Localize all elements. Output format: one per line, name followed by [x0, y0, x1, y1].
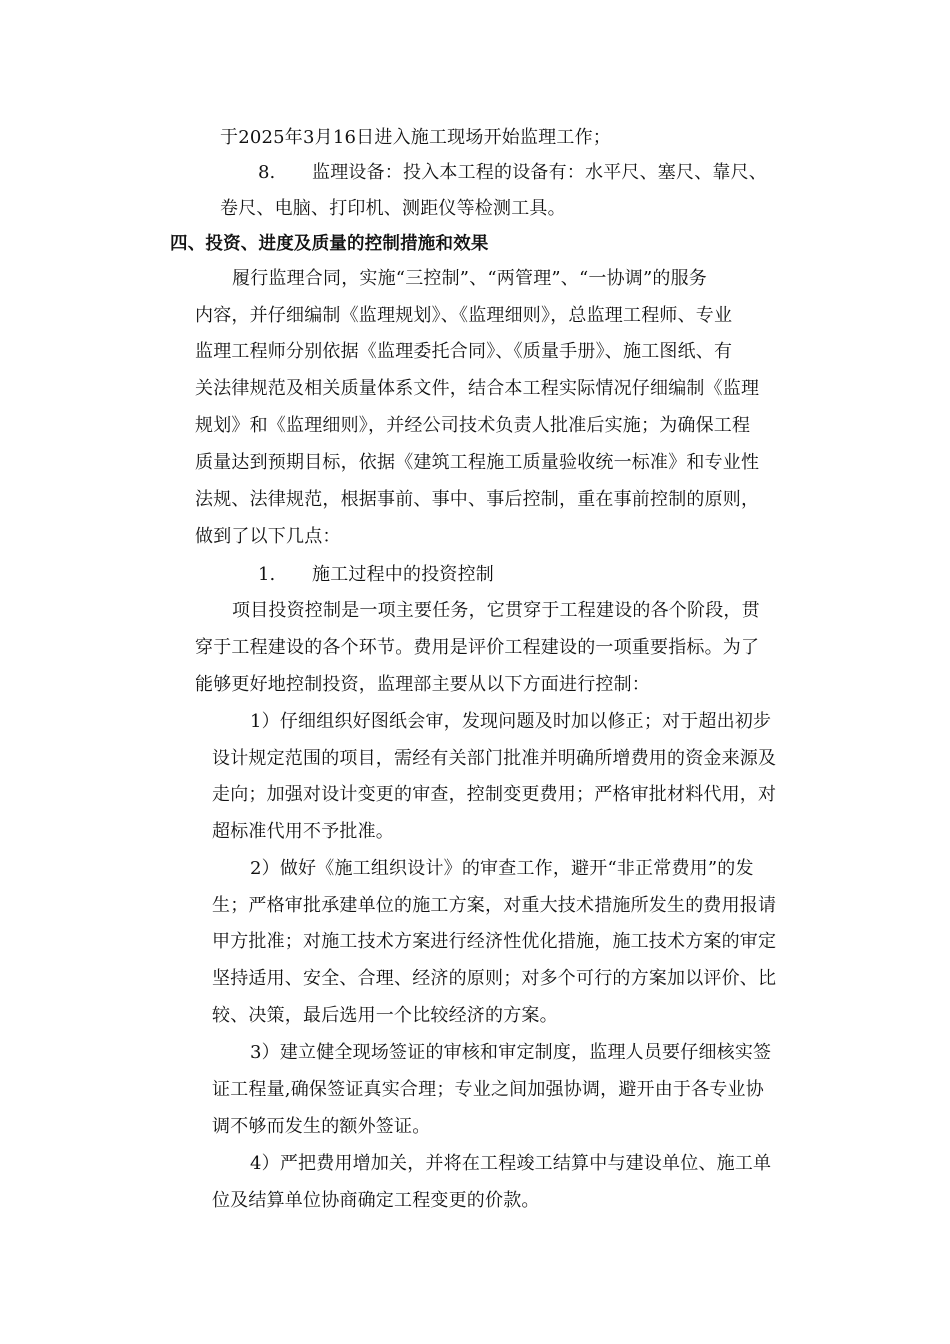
- paragraph-line: 较、决策，最后选用一个比较经济的方案。: [212, 1005, 558, 1026]
- paragraph-line: 走向；加强对设计变更的审查，控制变更费用；严格审批材料代用，对: [212, 784, 777, 805]
- list-item-text: 监理设备：投入本工程的设备有：水平尺、塞尺、靠尺、: [312, 162, 767, 183]
- paragraph-line: 甲方批准；对施工技术方案进行经济性优化措施，施工技术方案的审定: [212, 931, 777, 952]
- section-heading: 四、投资、进度及质量的控制措施和效果: [170, 234, 489, 254]
- list-item-continuation: 卷尺、电脑、打印机、测距仪等检测工具。: [220, 198, 566, 219]
- paragraph-line: 规划》和《监理细则》，并经公司技术负责人批准后实施；为确保工程: [195, 415, 751, 436]
- paragraph-line: 项目投资控制是一项主要任务，它贯穿于工程建设的各个阶段，贯: [232, 600, 760, 621]
- paragraph-line: 于2025年3月16日进入施工现场开始监理工作；: [220, 127, 611, 148]
- paragraph-line: 履行监理合同，实施“三控制”、“两管理”、“一协调”的服务: [232, 268, 708, 289]
- paragraph-line: 生；严格审批承建单位的施工方案，对重大技术措施所发生的费用报请: [212, 895, 777, 916]
- paragraph-line: 法规、法律规范，根据事前、事中、事后控制，重在事前控制的原则，: [195, 489, 760, 510]
- paragraph-line: 设计规定范围的项目，需经有关部门批准并明确所增费用的资金来源及: [212, 748, 777, 769]
- paragraph-line: 证工程量,确保签证真实合理；专业之间加强协调，避开由于各专业协: [212, 1079, 764, 1100]
- paragraph-line: 3）建立健全现场签证的审核和审定制度，监理人员要仔细核实签: [250, 1042, 772, 1063]
- paragraph-line: 调不够而发生的额外签证。: [212, 1116, 431, 1137]
- list-number: 1.: [258, 564, 276, 585]
- paragraph-line: 2）做好《施工组织设计》的审查工作，避开“非正常费用”的发: [250, 858, 754, 879]
- paragraph-line: 位及结算单位协商确定工程变更的价款。: [212, 1190, 540, 1211]
- paragraph-line: 关法律规范及相关质量体系文件，结合本工程实际情况仔细编制《监理: [195, 378, 760, 399]
- paragraph-line: 内容，并仔细编制《监理规划》、《监理细则》，总监理工程师、专业: [195, 305, 733, 326]
- paragraph-line: 穿于工程建设的各个环节。费用是评价工程建设的一项重要指标。为了: [195, 637, 760, 658]
- paragraph-line: 质量达到预期目标，依据《建筑工程施工质量验收统一标准》和专业性: [195, 452, 760, 473]
- paragraph-line: 4）严把费用增加关，并将在工程竣工结算中与建设单位、施工单: [250, 1153, 772, 1174]
- paragraph-line: 超标准代用不予批准。: [212, 821, 394, 842]
- paragraph-line: 坚持适用、安全、合理、经济的原则；对多个可行的方案加以评价、比: [212, 968, 777, 989]
- paragraph-line: 监理工程师分别依据《监理委托合同》、《质量手册》、施工图纸、有: [195, 341, 733, 362]
- paragraph-line: 做到了以下几点：: [195, 526, 341, 547]
- paragraph-line: 能够更好地控制投资，监理部主要从以下方面进行控制：: [195, 674, 650, 695]
- list-number: 8.: [258, 162, 276, 183]
- paragraph-line: 1）仔细组织好图纸会审，发现问题及时加以修正；对于超出初步: [250, 711, 772, 732]
- list-item-text: 施工过程中的投资控制: [312, 564, 494, 585]
